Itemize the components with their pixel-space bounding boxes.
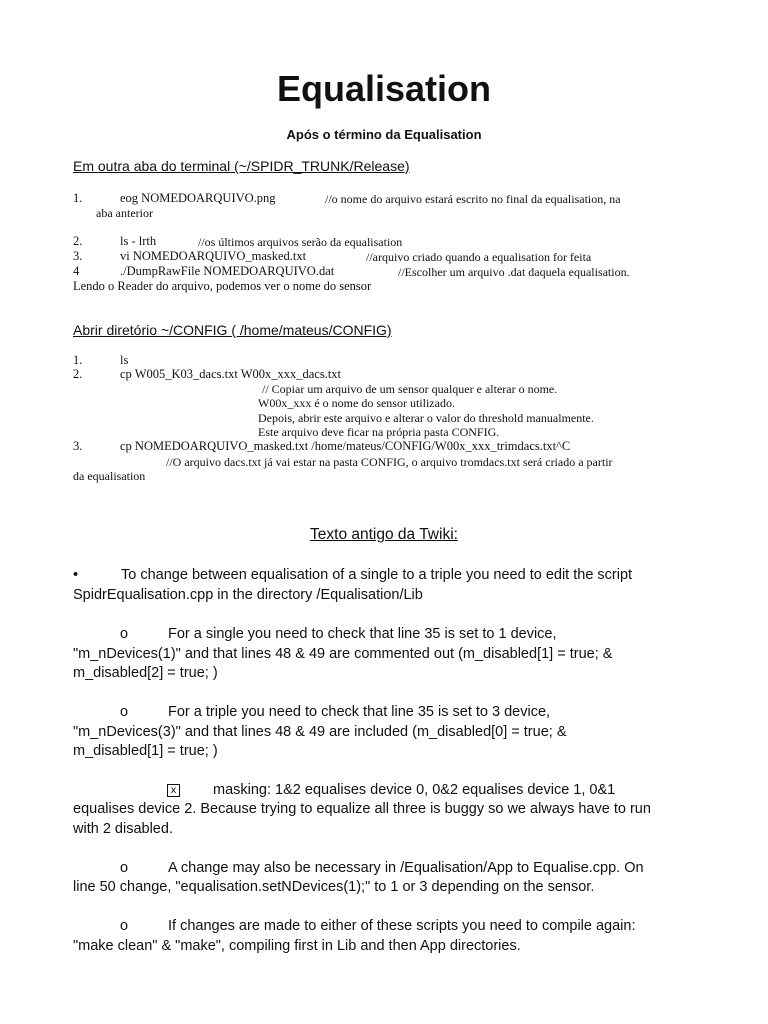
bullet-icon: • (73, 567, 79, 583)
list-item-command: vi NOMEDOARQUIVO_masked.txt (120, 249, 307, 263)
list-item-command: cp W005_K03_dacs.txt W00x_xxx_dacs.txt (120, 367, 342, 381)
list-item-command: ./DumpRawFile NOMEDOARQUIVO.dat (120, 264, 335, 278)
sub-bullet-icon: o (120, 626, 129, 642)
list-item-comment: //os últimos arquivos serão da equalisation (198, 235, 403, 249)
list-item-command: ls - lrth (120, 234, 157, 248)
list-item-number: 4 (73, 264, 80, 278)
list-item-number: 3. (73, 439, 83, 453)
list-item-note: //O arquivo dacs.txt já vai estar na pasta CONFIG, o arquivo tromdacs.txt será criado a partir (166, 455, 613, 469)
twiki-p6-line1: If changes are made to either of these scripts you need to compile again: (168, 918, 636, 934)
list-item-number: 1. (73, 191, 83, 205)
section2-heading: Abrir diretório ~/CONFIG ( /home/mateus/CONFIG) (73, 322, 392, 338)
list-item-note: Depois, abrir este arquivo e alterar o valor do threshold manualmente. (258, 411, 594, 425)
list-item-note: // Copiar um arquivo de um sensor qualquer e alterar o nome. (262, 382, 558, 396)
list-item-number: 3. (73, 249, 83, 263)
twiki-p4-line3: with 2 disabled. (73, 821, 173, 837)
twiki-heading: Texto antigo da Twiki: (310, 526, 458, 543)
list-item-note: Este arquivo deve ficar na própria pasta CONFIG. (258, 425, 500, 439)
list-item-comment-cont: aba anterior (96, 206, 153, 220)
list-item-number: 2. (73, 234, 83, 248)
twiki-p2-line3: m_disabled[2] = true; ) (73, 665, 218, 681)
twiki-p3-line2: "m_nDevices(3)" and that lines 48 & 49 are included (m_disabled[0] = true; & (73, 724, 567, 740)
twiki-p3-line3: m_disabled[1] = true; ) (73, 743, 218, 759)
list-item-command: cp NOMEDOARQUIVO_masked.txt /home/mateus/CONFIG/W00x_xxx_trimdacs.txt^C (120, 439, 571, 453)
section1-heading: Em outra aba do terminal (~/SPIDR_TRUNK/Release) (73, 158, 410, 174)
checkbox-icon: x (167, 784, 180, 797)
sub-bullet-icon: o (120, 918, 129, 934)
twiki-p2-line1: For a single you need to check that line 35 is set to 1 device, (168, 626, 557, 642)
twiki-p5-line1: A change may also be necessary in /Equalisation/App to Equalise.cpp. On (168, 860, 644, 876)
list-item-comment: //Escolher um arquivo .dat daquela equalisation. (398, 265, 630, 279)
page-title: Equalisation (276, 68, 492, 109)
sub-bullet-icon: o (120, 704, 129, 720)
section1-note: Lendo o Reader do arquivo, podemos ver o nome do sensor (73, 279, 372, 293)
list-item-command: ls (120, 353, 129, 367)
twiki-p4-line1: masking: 1&2 equalises device 0, 0&2 equalises device 1, 0&1 (213, 782, 616, 798)
twiki-p4-line2: equalises device 2. Because trying to equalize all three is buggy so we always have to run (73, 801, 651, 817)
twiki-p3-line1: For a triple you need to check that line 35 is set to 3 device, (168, 704, 551, 720)
twiki-p1-line1: To change between equalisation of a single to a triple you need to edit the script (121, 567, 633, 583)
twiki-p5-line2: line 50 change, "equalisation.setNDevices(1);" to 1 or 3 depending on the sensor. (73, 879, 595, 895)
sub-bullet-icon: o (120, 860, 129, 876)
list-item-note: W00x_xxx é o nome do sensor utilizado. (258, 396, 455, 410)
page-subtitle: Após o término da Equalisation (286, 127, 482, 142)
list-item-comment: //o nome do arquivo estará escrito no final da equalisation, na (325, 192, 621, 206)
twiki-p1-line2: SpidrEqualisation.cpp in the directory /Equalisation/Lib (73, 587, 423, 603)
list-item-comment: //arquivo criado quando a equalisation for feita (366, 250, 592, 264)
list-item-note-cont: da equalisation (73, 469, 146, 483)
list-item-command: eog NOMEDOARQUIVO.png (120, 191, 276, 205)
twiki-p6-line2: "make clean" & "make", compiling first in Lib and then App directories. (73, 938, 521, 954)
list-item-number: 1. (73, 353, 83, 367)
list-item-number: 2. (73, 367, 83, 381)
twiki-p2-line2: "m_nDevices(1)" and that lines 48 & 49 are commented out (m_disabled[1] = true; & (73, 646, 613, 662)
